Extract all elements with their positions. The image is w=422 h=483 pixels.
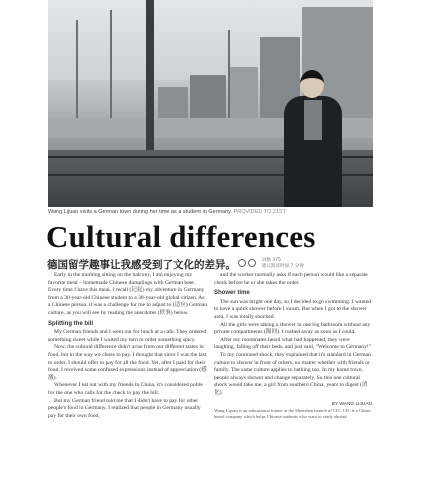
paragraph: Now, the cultural difference didn't arise from our different tastes in food, but in the way we chose to pay. I thought that since I was the last to order, I should offer to pay for all the food. Yet, after I paid for their food, I received some confused expressions instead of appreciation (感激). — [48, 344, 207, 381]
paragraph: The sun was bright one day, so I decided to go swimming. I wanted to have a quick shower before I swam. But when I got to the shower area, I was totally shocked. — [214, 298, 372, 320]
article-subtitle: 德国留学趣事让我感受到了文化的差异。 — [47, 259, 236, 271]
photo-lamppost — [146, 0, 154, 150]
word-count: 词数 375 — [262, 258, 282, 263]
person-head — [300, 70, 324, 98]
audio-icon — [238, 259, 246, 267]
photo-mast — [228, 30, 230, 130]
article-column-left — [48, 272, 208, 420]
paragraph: After my roommates heard what had happened, they were laughing, falling off their beds, and just said, "Welcome to Germany!" — [214, 336, 372, 351]
byline: BY WANG LIJUAN — [331, 401, 372, 407]
author-note: Wang Lijuan is an educational trainer at the Shenzhen branch of CIC. CIC is a China-based company which helps Chinese students who want to study abroad. — [214, 408, 372, 420]
article-column-right — [214, 272, 372, 420]
paragraph: All the girls were taking a shower in one big bathroom without any private compartments (隔间). I rushed away as soon as I could. — [214, 321, 371, 336]
audio-icon — [248, 259, 256, 267]
caption-credit: PROVIDED TO 21ST — [233, 209, 286, 215]
paragraph: and the worker normally asks if each person would like a separate check before he or she takes the order. — [214, 272, 368, 286]
section-heading: Shower time — [214, 290, 250, 297]
person-scarf — [304, 100, 322, 140]
article-photo — [48, 0, 373, 207]
paragraph: Early in the morning sitting on the balcony, I am enjoying my favorite meal – homemade Chinese dumplings with German beer. Every time I have this meal, I recall (记起) my adventure in Germany from a 30-year-old Chinese student to a 38-year-old global citizen. As a Chinese person, it was a challenge for me to adjust to (适应) German culture, as you will see by reading the anecdotes (轶事) below. — [48, 272, 208, 316]
caption-text: Wang Lijuan visits a German town during her time as a student in Germany. — [48, 209, 233, 215]
paragraph: My German friends and I went out for lunch at a cafe. They ordered something sweet while I waited my turn to order something spicy. — [48, 329, 207, 343]
photo-caption — [48, 209, 378, 215]
paragraph: To my continued shock, they explained that it's standard in German culture to shower in front of others, no matter whether with friends or family. The same culture applies to bathing too. In my home town, people always shower and change separately. So this one cultural shock would take me, a girl from southern China, years to digest (消化). — [214, 351, 371, 396]
photo-mast — [76, 20, 78, 130]
photo-person — [278, 70, 348, 207]
section-heading: Splitting the bill — [48, 320, 93, 327]
reading-meta — [262, 258, 304, 270]
reading-time: 建议阅读时间 7 分钟 — [262, 264, 304, 269]
article-title: Cultural differences — [46, 219, 316, 254]
paragraph: Whenever I eat out with my friends in China, it's considered polite for the one who calls for the check to pay the bill. — [48, 382, 203, 396]
photo-mast — [110, 10, 112, 130]
paragraph: But my German friend told me that I didn't have to pay for other people's food in Germany. I realized that people in Germany usually pay for their own food, — [48, 397, 201, 419]
